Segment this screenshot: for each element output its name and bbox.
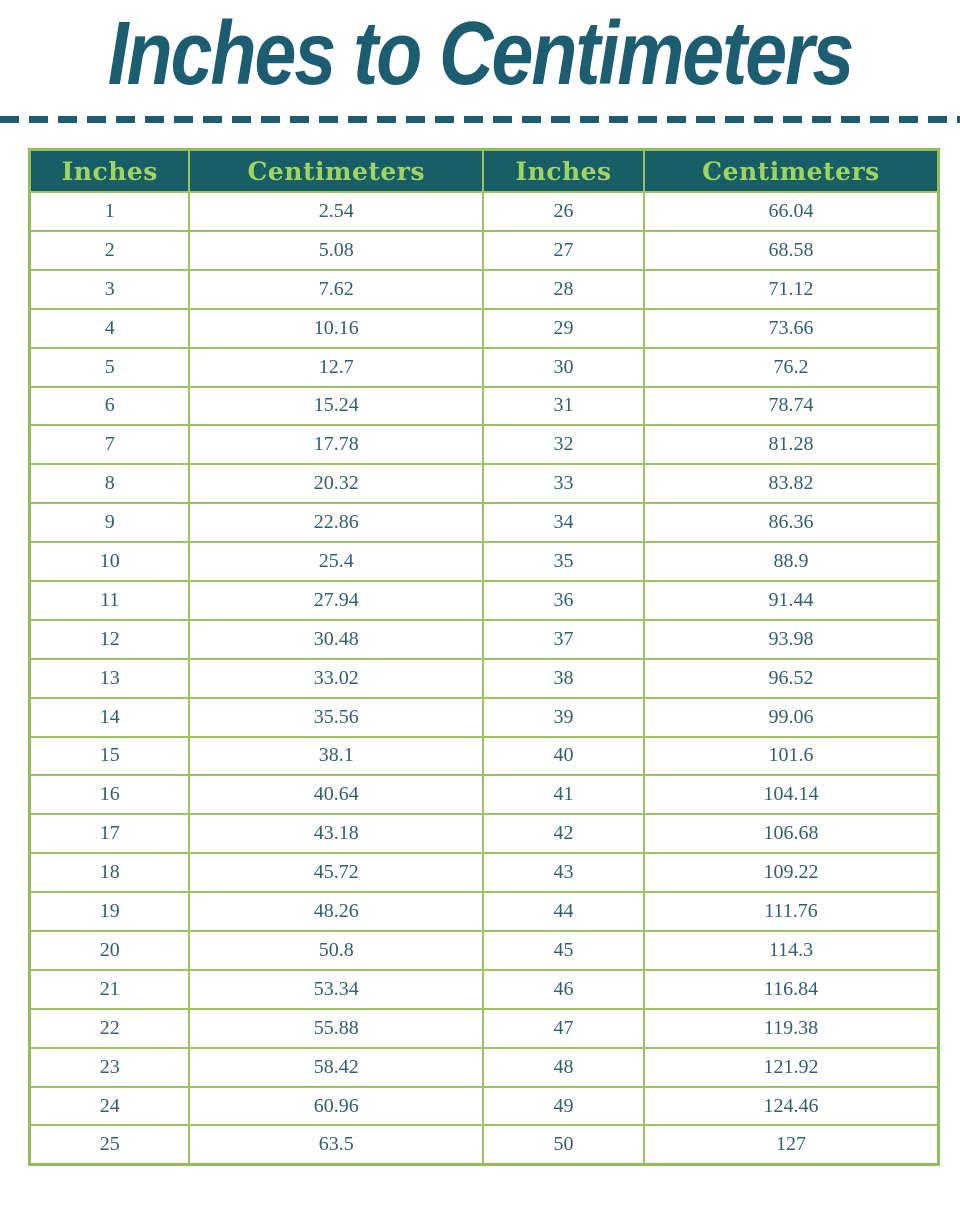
centimeters-cell: 121.92 — [644, 1048, 939, 1087]
centimeters-cell: 40.64 — [189, 775, 483, 814]
inches-cell: 26 — [483, 192, 644, 231]
centimeters-cell: 81.28 — [644, 425, 939, 464]
inches-cell: 40 — [483, 737, 644, 776]
table-header — [30, 150, 939, 193]
inches-cell: 29 — [483, 309, 644, 348]
inches-cell: 32 — [483, 425, 644, 464]
table-row — [30, 309, 939, 348]
table-row — [30, 425, 939, 464]
inches-cell: 20 — [30, 931, 190, 970]
inches-cell: 7 — [30, 425, 190, 464]
centimeters-cell: 25.4 — [189, 542, 483, 581]
centimeters-cell: 76.2 — [644, 348, 939, 387]
centimeters-cell: 58.42 — [189, 1048, 483, 1087]
table-row — [30, 231, 939, 270]
inches-cell: 11 — [30, 581, 190, 620]
inches-cell: 27 — [483, 231, 644, 270]
table-body — [30, 192, 939, 1165]
inches-cell: 46 — [483, 970, 644, 1009]
inches-cell: 9 — [30, 503, 190, 542]
table-row — [30, 814, 939, 853]
inches-cell: 34 — [483, 503, 644, 542]
centimeters-cell: 116.84 — [644, 970, 939, 1009]
centimeters-cell: 33.02 — [189, 659, 483, 698]
centimeters-cell: 20.32 — [189, 464, 483, 503]
inches-cell: 3 — [30, 270, 190, 309]
table-row — [30, 1125, 939, 1164]
centimeters-cell: 2.54 — [189, 192, 483, 231]
table-row — [30, 737, 939, 776]
inches-cell: 37 — [483, 620, 644, 659]
centimeters-cell: 48.26 — [189, 892, 483, 931]
centimeters-cell: 7.62 — [189, 270, 483, 309]
column-header-inches-right: Inches — [483, 150, 644, 193]
centimeters-cell: 96.52 — [644, 659, 939, 698]
column-header-centimeters-right: Centimeters — [644, 150, 939, 193]
centimeters-cell: 53.34 — [189, 970, 483, 1009]
table-row — [30, 542, 939, 581]
centimeters-cell: 63.5 — [189, 1125, 483, 1164]
inches-cell: 14 — [30, 698, 190, 737]
inches-cell: 17 — [30, 814, 190, 853]
centimeters-cell: 119.38 — [644, 1009, 939, 1048]
centimeters-cell: 71.12 — [644, 270, 939, 309]
inches-cell: 19 — [30, 892, 190, 931]
page-header — [0, 3, 960, 104]
inches-cell: 1 — [30, 192, 190, 231]
inches-cell: 35 — [483, 542, 644, 581]
inches-cell: 36 — [483, 581, 644, 620]
centimeters-cell: 30.48 — [189, 620, 483, 659]
inches-cell: 42 — [483, 814, 644, 853]
centimeters-cell: 109.22 — [644, 853, 939, 892]
inches-cell: 12 — [30, 620, 190, 659]
centimeters-cell: 114.3 — [644, 931, 939, 970]
inches-cell: 44 — [483, 892, 644, 931]
table-row — [30, 503, 939, 542]
centimeters-cell: 12.7 — [189, 348, 483, 387]
centimeters-cell: 93.98 — [644, 620, 939, 659]
inches-cell: 33 — [483, 464, 644, 503]
table-row — [30, 698, 939, 737]
inches-cell: 41 — [483, 775, 644, 814]
centimeters-cell: 27.94 — [189, 581, 483, 620]
centimeters-cell: 86.36 — [644, 503, 939, 542]
inches-cell: 18 — [30, 853, 190, 892]
table-row — [30, 1048, 939, 1087]
inches-cell: 15 — [30, 737, 190, 776]
centimeters-cell: 17.78 — [189, 425, 483, 464]
centimeters-cell: 111.76 — [644, 892, 939, 931]
centimeters-cell: 38.1 — [189, 737, 483, 776]
table-row — [30, 581, 939, 620]
inches-cell: 10 — [30, 542, 190, 581]
centimeters-cell: 10.16 — [189, 309, 483, 348]
inches-cell: 22 — [30, 1009, 190, 1048]
table-row — [30, 464, 939, 503]
inches-cell: 28 — [483, 270, 644, 309]
inches-cell: 45 — [483, 931, 644, 970]
centimeters-cell: 78.74 — [644, 387, 939, 426]
table-row — [30, 270, 939, 309]
table-row — [30, 659, 939, 698]
centimeters-cell: 104.14 — [644, 775, 939, 814]
inches-cell: 47 — [483, 1009, 644, 1048]
centimeters-cell: 45.72 — [189, 853, 483, 892]
table-row — [30, 970, 939, 1009]
column-header-centimeters-left: Centimeters — [189, 150, 483, 193]
centimeters-cell: 15.24 — [189, 387, 483, 426]
centimeters-cell: 99.06 — [644, 698, 939, 737]
centimeters-cell: 55.88 — [189, 1009, 483, 1048]
centimeters-cell: 73.66 — [644, 309, 939, 348]
inches-cell: 16 — [30, 775, 190, 814]
inches-cell: 38 — [483, 659, 644, 698]
centimeters-cell: 22.86 — [189, 503, 483, 542]
inches-cell: 5 — [30, 348, 190, 387]
centimeters-cell: 50.8 — [189, 931, 483, 970]
page-title: Inches to Centimeters — [107, 3, 853, 104]
inches-cell: 23 — [30, 1048, 190, 1087]
column-header-inches-left: Inches — [30, 150, 190, 193]
inches-cell: 25 — [30, 1125, 190, 1164]
inches-cell: 48 — [483, 1048, 644, 1087]
inches-cell: 2 — [30, 231, 190, 270]
centimeters-cell: 88.9 — [644, 542, 939, 581]
header-row — [30, 150, 939, 193]
centimeters-cell: 66.04 — [644, 192, 939, 231]
centimeters-cell: 43.18 — [189, 814, 483, 853]
centimeters-cell: 5.08 — [189, 231, 483, 270]
centimeters-cell: 83.82 — [644, 464, 939, 503]
table-row — [30, 348, 939, 387]
inches-cell: 49 — [483, 1087, 644, 1126]
centimeters-cell: 106.68 — [644, 814, 939, 853]
inches-cell: 21 — [30, 970, 190, 1009]
centimeters-cell: 124.46 — [644, 1087, 939, 1126]
table-row — [30, 931, 939, 970]
inches-cell: 24 — [30, 1087, 190, 1126]
inches-cell: 50 — [483, 1125, 644, 1164]
centimeters-cell: 35.56 — [189, 698, 483, 737]
table-row — [30, 1009, 939, 1048]
table-row — [30, 620, 939, 659]
centimeters-cell: 91.44 — [644, 581, 939, 620]
dashed-divider — [0, 116, 960, 123]
centimeters-cell: 101.6 — [644, 737, 939, 776]
centimeters-cell: 127 — [644, 1125, 939, 1164]
table-row — [30, 892, 939, 931]
inches-cell: 43 — [483, 853, 644, 892]
table-row — [30, 775, 939, 814]
table-row — [30, 192, 939, 231]
inches-cell: 8 — [30, 464, 190, 503]
centimeters-cell: 68.58 — [644, 231, 939, 270]
inches-cell: 6 — [30, 387, 190, 426]
inches-cell: 39 — [483, 698, 644, 737]
table-row — [30, 853, 939, 892]
table-row — [30, 387, 939, 426]
centimeters-cell: 60.96 — [189, 1087, 483, 1126]
inches-cell: 13 — [30, 659, 190, 698]
conversion-table — [28, 148, 940, 1166]
table-row — [30, 1087, 939, 1126]
inches-cell: 31 — [483, 387, 644, 426]
inches-cell: 4 — [30, 309, 190, 348]
inches-cell: 30 — [483, 348, 644, 387]
